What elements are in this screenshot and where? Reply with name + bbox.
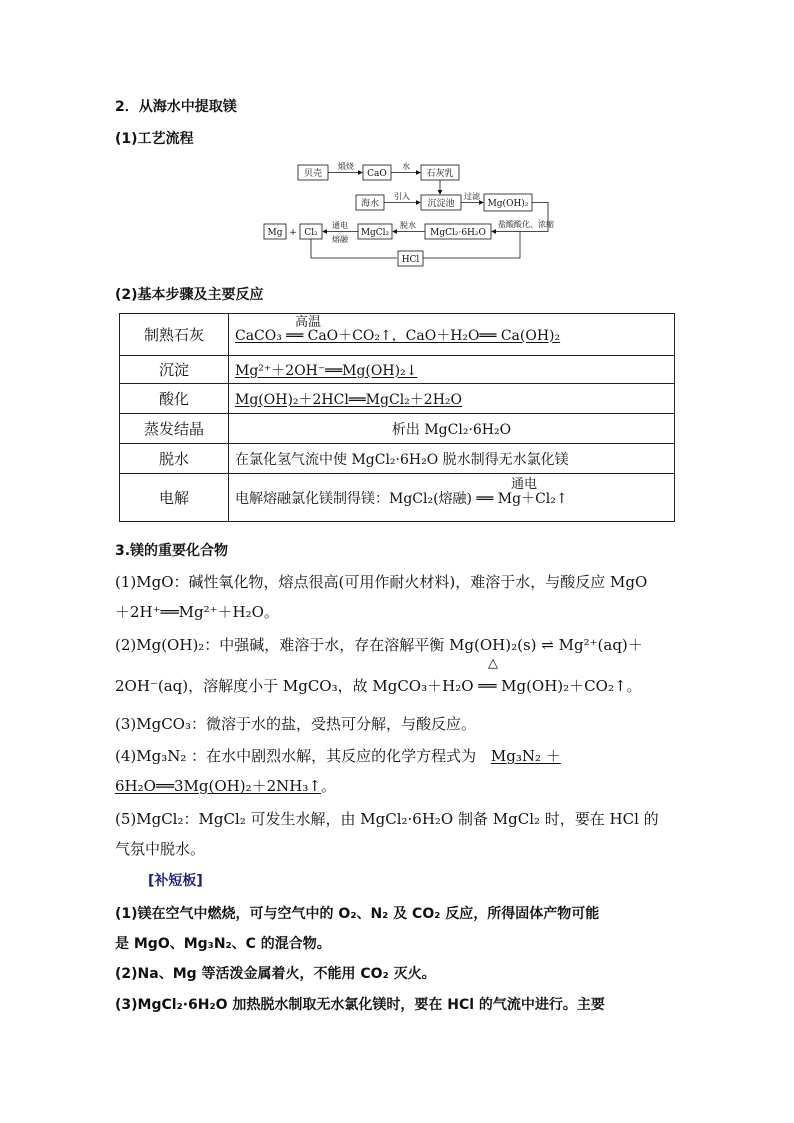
para-1b: ＋2H⁺══Mg²⁺＋H₂O。	[115, 603, 279, 621]
para-2b: 2OH⁻(aq)，溶解度小于 MgCO₃，故 MgCO₃＋H₂O ══ Mg(OH)₂＋CO₂↑。	[115, 677, 642, 695]
step-name: 蒸发结晶	[120, 414, 229, 444]
para-4a-prefix: (4)Mg₃N₂ ：在水中剧烈水解，其反应的化学方程式为	[115, 747, 477, 765]
flow-plus: +	[289, 228, 297, 238]
flow-cao: CaO	[367, 169, 387, 179]
para-2a: (2)Mg(OH)₂：中强碱，难溶于水，存在溶解平衡 Mg(OH)₂(s) ⇌ Mg²⁺(aq)＋	[115, 636, 643, 654]
flow-shihuiru: 石灰乳	[426, 169, 454, 179]
step-content	[229, 444, 675, 474]
steps-table	[119, 313, 675, 522]
flow-rongrong: 熔融	[332, 235, 348, 244]
condition-gaowen: 高温	[295, 314, 322, 330]
step-text: 电解熔融氯化镁制得镁：MgCl₂(熔融) ══ Mg＋Cl₂↑	[235, 490, 568, 507]
para-3: (3)MgCO₃：微溶于水的盐，受热可分解，与酸反应。	[115, 715, 476, 733]
process-label: (1)工艺流程	[115, 131, 194, 147]
para-4a-equation: Mg₃N₂ ＋	[490, 747, 561, 765]
step-name: 电解	[120, 474, 229, 522]
flow-mg: Mg	[267, 228, 283, 238]
flow-tuoshui: 脱水	[400, 221, 416, 230]
supplement-3: (3)MgCl₂·6H₂O 加热脱水制取无水氯化镁时，要在 HCl 的气流中进行。主要	[115, 997, 605, 1013]
para-4b-end: 。	[320, 777, 336, 795]
table-row	[120, 444, 675, 474]
step-name: 酸化	[120, 384, 229, 414]
process-flow-diagram	[258, 158, 568, 270]
step-content	[229, 314, 675, 356]
table-row	[120, 474, 675, 522]
table-row	[120, 314, 675, 356]
step-name: 脱水	[120, 444, 229, 474]
step-equation: Mg²⁺＋2OH⁻══Mg(OH)₂↓	[235, 362, 418, 379]
para-5a: (5)MgCl₂：MgCl₂ 可发生水解，由 MgCl₂·6H₂O 制备 MgCl₂ 时，要在 HCl 的	[115, 810, 659, 828]
step-content	[229, 414, 675, 444]
supplement-1a: (1)镁在空气中燃烧，可与空气中的 O₂、N₂ 及 CO₂ 反应，所得固体产物可能	[115, 906, 600, 922]
flow-mgoh2: Mg(OH)₂	[487, 199, 529, 209]
flow-mgcl2: MgCl₂	[360, 228, 390, 238]
step-text: 析出 MgCl₂·6H₂O	[391, 421, 512, 438]
step-content	[229, 356, 675, 384]
flow-chendianchi: 沉淀池	[427, 199, 455, 209]
step-equation: CaCO₃ ══ CaO＋CO₂↑，CaO＋H₂O══ Ca(OH)₂	[235, 327, 561, 344]
step-equation: Mg(OH)₂＋2HCl══MgCl₂＋2H₂O	[235, 391, 462, 408]
flow-mgcl2-6h2o: MgCl₂·6H₂O	[430, 228, 486, 238]
flow-shui: 水	[402, 162, 410, 171]
condition-heat: △	[488, 656, 498, 671]
para-1a: (1)MgO：碱性氧化物，熔点很高(可用作耐火材料)，难溶于水，与酸反应 MgO	[115, 573, 648, 591]
flow-hcl: HCl	[401, 255, 420, 265]
compounds-title: 3.镁的重要化合物	[115, 543, 229, 559]
para-4a	[115, 745, 681, 767]
flow-beike: 贝壳	[303, 169, 323, 179]
flow-yinru: 引入	[394, 192, 410, 201]
step-name: 制熟石灰	[120, 314, 229, 356]
supplement-1b: 是 MgO、Mg₃N₂、C 的混合物。	[115, 936, 331, 952]
flow-guolv: 过滤	[464, 192, 480, 201]
para-4b	[115, 775, 681, 797]
para-4b-equation: 6H₂O══3Mg(OH)₂＋2NH₃↑	[115, 777, 321, 795]
condition-tongdian: 通电	[511, 476, 538, 492]
flow-svg	[258, 158, 568, 270]
table-row	[120, 384, 675, 414]
step-name: 沉淀	[120, 356, 229, 384]
flow-duanshao: 煅烧	[338, 162, 354, 171]
steps-label: (2)基本步骤及主要反应	[115, 287, 264, 303]
step-content	[229, 384, 675, 414]
flow-tongdian: 通电	[332, 221, 348, 230]
supplement-tag: [补短板]	[148, 873, 203, 889]
step-content	[229, 474, 675, 522]
section-title: 2．从海水中提取镁	[115, 99, 237, 115]
flow-acid: 盐酸酸化、浓缩	[498, 220, 554, 229]
supplement-2: (2)Na、Mg 等活泼金属着火，不能用 CO₂ 灭火。	[115, 966, 436, 982]
step-text: 在氯化氢气流中使 MgCl₂·6H₂O 脱水制得无水氯化镁	[235, 451, 569, 468]
flow-haishui: 海水	[360, 199, 380, 209]
para-5b: 气氛中脱水。	[115, 840, 206, 858]
flow-cl2: Cl₂	[304, 228, 318, 238]
table-row	[120, 356, 675, 384]
table-row	[120, 414, 675, 444]
